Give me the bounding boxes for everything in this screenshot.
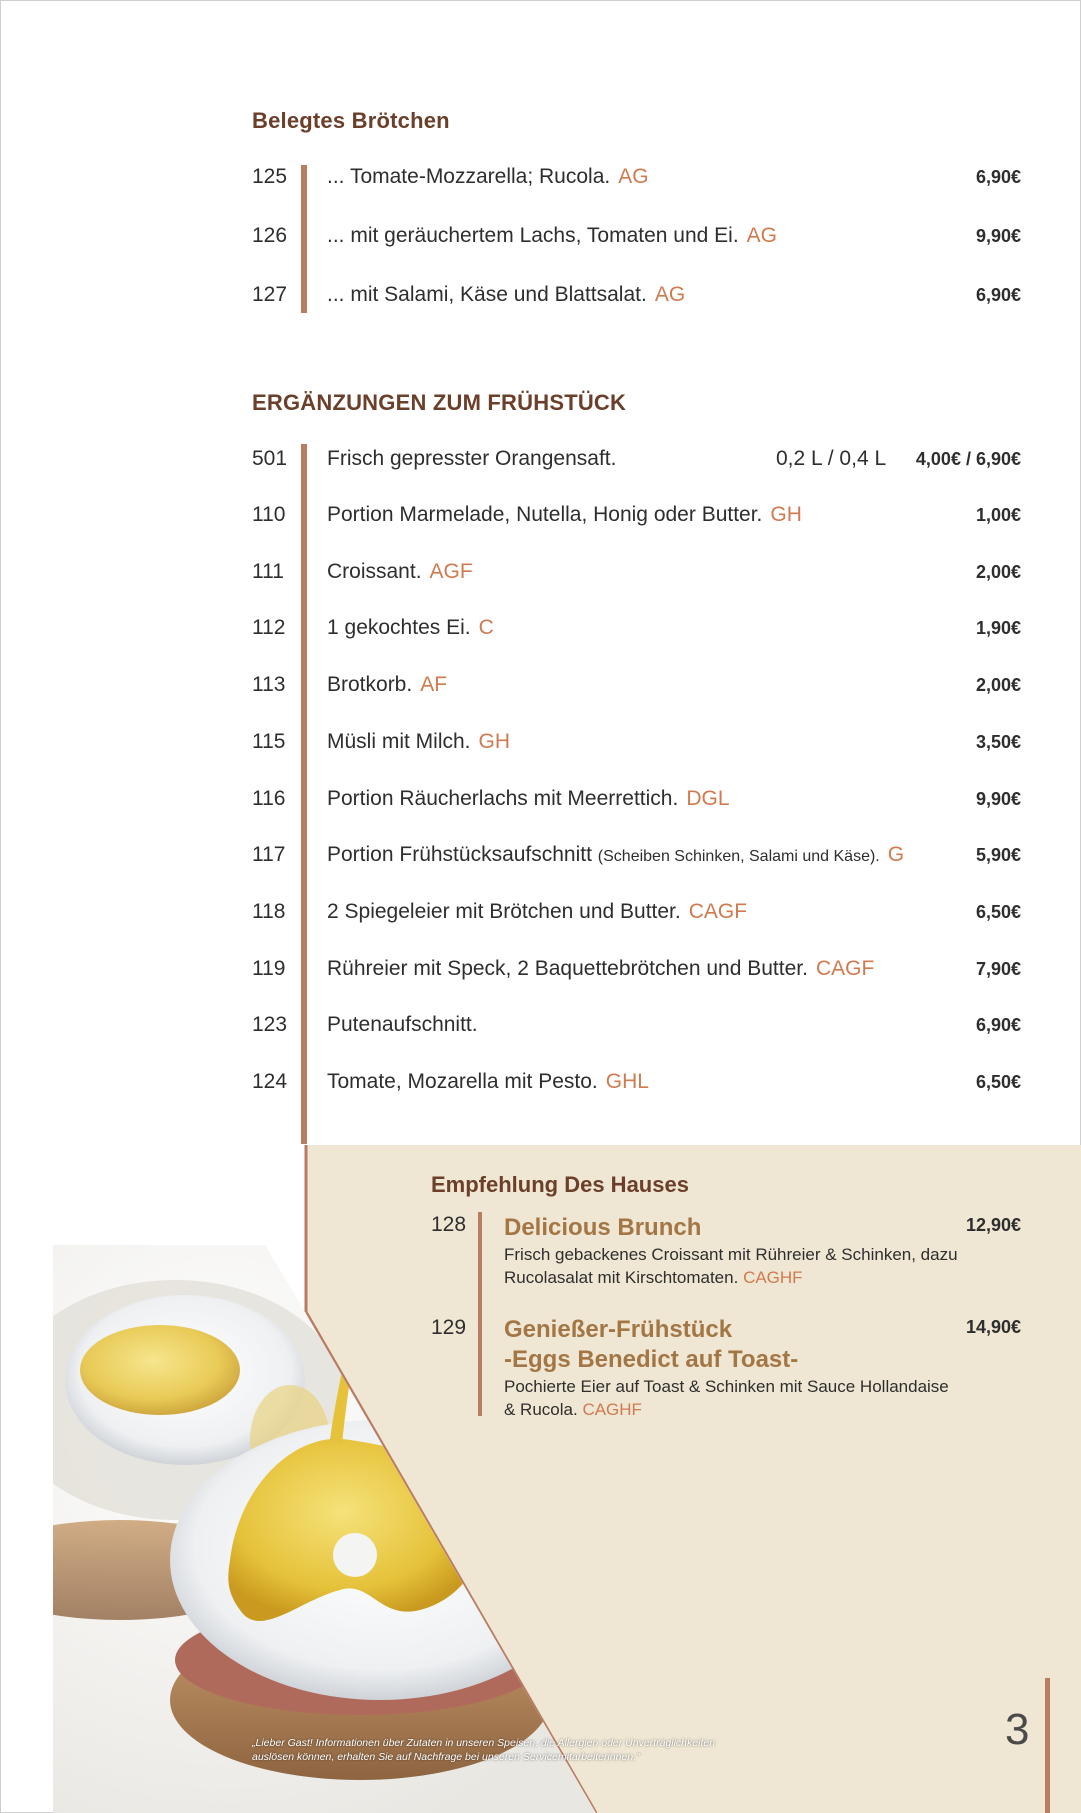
allergen-codes: AG <box>618 165 649 188</box>
item-number: 123 <box>252 1013 288 1037</box>
menu-item-row <box>0 900 1081 934</box>
item-number: 110 <box>252 503 286 526</box>
item-description-text: Brotkorb. <box>327 673 413 697</box>
item-description <box>327 900 747 924</box>
item-name: Genießer-Frühstück <box>504 1316 733 1343</box>
item-price: 6,90€ <box>975 1015 1021 1036</box>
section-title-empfehlung: Empfehlung Des Hauses <box>431 1172 689 1197</box>
allergen-codes: CAGHF <box>743 1268 803 1287</box>
item-description <box>504 1375 974 1421</box>
item-price: 7,90€ <box>975 958 1021 979</box>
footnote-line: auslösen können, erhalten Sie auf Nachfrage bei unseren Servicemitarbeiterinnen." <box>252 1751 640 1763</box>
allergen-codes: AF <box>420 673 448 697</box>
menu-item-row <box>0 616 1081 650</box>
item-price: 4,00€ / 6,90€ <box>915 449 1021 469</box>
allergen-codes: AG <box>654 283 686 306</box>
item-description-text: Rucolasalat mit Kirschtomaten. <box>504 1268 739 1287</box>
item-description <box>327 843 904 867</box>
page-number-bar <box>1045 1678 1050 1813</box>
page-number: 3 <box>1005 1705 1030 1754</box>
item-price: 12,90€ <box>965 1215 1021 1235</box>
item-description-text: Müsli mit Milch. <box>327 729 471 753</box>
menu-item-row <box>0 843 1081 877</box>
allergen-codes: GH <box>770 503 802 526</box>
item-number: 124 <box>252 1070 288 1093</box>
item-description-text: ... mit geräuchertem Lachs, Tomaten und Ei. <box>327 224 739 247</box>
item-price: 6,50€ <box>975 901 1021 922</box>
item-description <box>327 1013 478 1037</box>
allergy-footnote <box>252 1736 715 1764</box>
item-description-text: Tomate, Mozarella mit Pesto. <box>327 1070 598 1093</box>
item-price: 14,90€ <box>965 1317 1021 1337</box>
item-note: (Scheiben Schinken, Salami und Käse). <box>597 848 880 866</box>
item-description-text: Putenaufschnitt. <box>327 1013 478 1037</box>
item-number: 117 <box>252 843 286 867</box>
allergen-codes: DGL <box>686 786 730 810</box>
item-price: 6,90€ <box>975 285 1021 305</box>
item-number: 501 <box>252 447 288 470</box>
item-price: 2,00€ <box>975 675 1021 696</box>
item-price: 9,90€ <box>975 788 1021 809</box>
item-price: 1,90€ <box>975 618 1021 639</box>
item-description <box>327 616 494 640</box>
allergen-codes: GHL <box>605 1070 649 1093</box>
item-number: 111 <box>252 559 284 583</box>
item-description-text: Croissant. <box>327 559 422 583</box>
menu-item-row <box>0 224 1081 258</box>
item-description <box>504 1243 974 1289</box>
item-description <box>327 560 473 584</box>
item-description <box>327 283 685 307</box>
item-description <box>327 673 447 697</box>
item-number: 115 <box>252 729 286 753</box>
item-description-line <box>504 1266 974 1289</box>
item-price: 3,50€ <box>975 731 1021 752</box>
item-number: 112 <box>252 616 286 640</box>
item-description-line <box>504 1398 974 1421</box>
item-description <box>327 503 802 527</box>
item-number: 113 <box>252 673 286 697</box>
item-description-line: Frisch gebackenes Croissant mit Rühreier & Schinken, dazu <box>504 1245 958 1264</box>
item-description-text: & Rucola. <box>504 1400 578 1419</box>
item-description-text: Portion Marmelade, Nutella, Honig oder Butter. <box>327 503 763 526</box>
item-price: 5,90€ <box>975 845 1021 866</box>
item-description <box>327 165 649 189</box>
item-description <box>327 1070 649 1094</box>
item-price: 6,50€ <box>975 1072 1021 1092</box>
item-number: 116 <box>252 786 286 810</box>
menu-item-row <box>0 165 1081 199</box>
menu-item-row <box>0 1070 1081 1104</box>
menu-item-row <box>0 1013 1081 1047</box>
menu-item-row <box>0 560 1081 594</box>
allergen-codes: CAGHF <box>582 1400 642 1419</box>
menu-item-row <box>0 730 1081 764</box>
item-number: 128 <box>431 1213 467 1236</box>
allergen-codes: C <box>478 616 494 640</box>
allergen-codes: GH <box>478 729 511 753</box>
item-name: Delicious Brunch <box>504 1214 702 1241</box>
item-number: 118 <box>252 899 286 923</box>
allergen-codes: AG <box>746 224 777 247</box>
allergen-codes: AGF <box>429 559 473 583</box>
menu-item-row <box>0 503 1081 537</box>
item-description <box>327 730 510 754</box>
item-description-text: ... mit Salami, Käse und Blattsalat. <box>327 283 647 306</box>
allergen-codes: CAGF <box>815 956 875 980</box>
item-description-text: Rühreier mit Speck, 2 Baquettebrötchen und Butter. <box>327 956 808 980</box>
menu-item-row <box>0 787 1081 821</box>
item-description-line: Pochierte Eier auf Toast & Schinken mit Sauce Hollandaise <box>504 1377 949 1396</box>
item-description-text: 1 gekochtes Ei. <box>327 616 471 640</box>
section-title-ergaenzungen: ERGÄNZUNGEN ZUM FRÜHSTÜCK <box>252 390 627 415</box>
item-description-text: ... Tomate-Mozzarella; Rucola. <box>327 165 611 188</box>
menu-item-row <box>0 447 1081 481</box>
item-description-text: Portion Räucherlachs mit Meerrettich. <box>327 786 679 810</box>
item-number: 119 <box>252 956 286 980</box>
item-number: 125 <box>252 165 288 188</box>
section-divider-bar <box>478 1212 482 1416</box>
menu-item-row <box>0 283 1081 317</box>
item-name-subtitle: -Eggs Benedict auf Toast- <box>504 1346 799 1373</box>
item-number: 127 <box>252 283 288 306</box>
footnote-line: „Lieber Gast! Informationen über Zutaten in unseren Speisen, die Allergien oder Unverträglichkeiten <box>252 1737 716 1749</box>
menu-item-row <box>0 673 1081 707</box>
item-price: 9,90€ <box>975 226 1021 246</box>
item-number: 126 <box>252 224 288 247</box>
item-description-text: 2 Spiegeleier mit Brötchen und Butter. <box>327 899 681 923</box>
item-description-text: Portion Frühstücksaufschnitt <box>327 843 592 867</box>
allergen-codes: G <box>887 843 905 867</box>
item-description <box>327 224 777 248</box>
item-price: 6,90€ <box>975 167 1021 187</box>
item-quantity: 0,2 L / 0,4 L <box>776 447 887 470</box>
section-title-belegtes: Belegtes Brötchen <box>252 108 450 133</box>
allergen-codes: CAGF <box>688 899 748 923</box>
item-description <box>327 957 874 981</box>
item-number: 129 <box>431 1316 467 1339</box>
menu-item-row <box>0 957 1081 991</box>
item-price: 2,00€ <box>975 561 1021 582</box>
item-price: 1,00€ <box>975 505 1021 525</box>
item-description <box>327 787 730 811</box>
item-description: Frisch gepresster Orangensaft. <box>327 447 617 470</box>
